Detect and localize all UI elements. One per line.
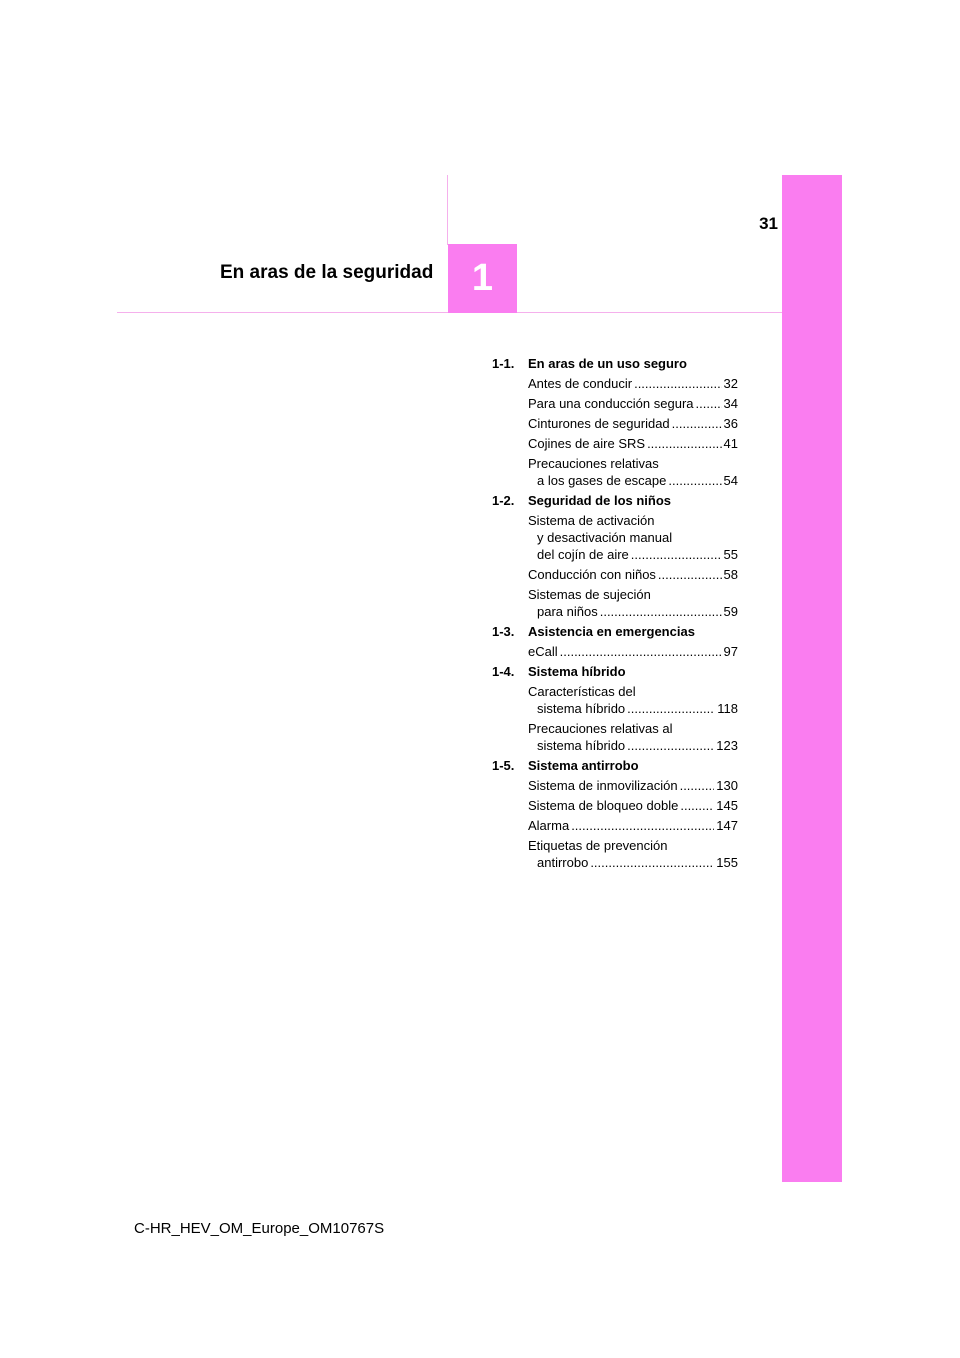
toc-entry[interactable]	[528, 683, 738, 717]
toc-entry[interactable]	[528, 797, 738, 814]
toc-entry-page: 58	[723, 567, 738, 582]
toc-entry-page: 54	[723, 473, 738, 488]
toc-entry-text: Sistema de activación	[528, 513, 655, 528]
dot-leader	[600, 603, 722, 620]
toc-entry-text: antirrobo	[537, 855, 589, 870]
toc-entry-text: Antes de conducir	[528, 376, 633, 391]
toc-entry-page: 123	[716, 738, 738, 753]
page-number: 31	[759, 214, 778, 233]
toc-entry[interactable]	[528, 435, 738, 452]
toc-entry[interactable]	[528, 512, 738, 563]
toc-entry[interactable]	[528, 375, 738, 392]
toc-entry-page: 147	[716, 818, 738, 833]
toc-section-number: 1-1.	[492, 356, 515, 371]
chapter-number: 1	[471, 257, 494, 299]
toc-section-heading[interactable]	[492, 623, 738, 640]
toc-entry-text: Cinturones de seguridad	[528, 416, 670, 431]
dot-leader	[668, 472, 721, 489]
dot-leader	[647, 435, 721, 452]
toc-section-heading[interactable]	[492, 663, 738, 680]
dot-leader	[571, 817, 714, 834]
toc-section-title: Asistencia en emergencias	[528, 624, 695, 639]
toc-entry-page: 118	[717, 701, 738, 716]
header-vertical-rule	[447, 175, 448, 245]
chapter-number-box	[448, 244, 517, 313]
toc-entry[interactable]	[528, 720, 738, 754]
toc-entry[interactable]	[528, 586, 738, 620]
toc-entry-text: a los gases de escape	[537, 473, 667, 488]
toc-entry-page: 130	[716, 778, 738, 793]
dot-leader	[590, 854, 714, 871]
toc-entry-page: 55	[723, 547, 738, 562]
dot-leader	[672, 415, 722, 432]
toc-entry-page: 32	[723, 376, 738, 391]
toc-section-title: Seguridad de los niños	[528, 493, 672, 508]
dot-leader	[696, 395, 722, 412]
toc-section-title: Sistema híbrido	[528, 664, 626, 679]
toc-section-number: 1-4.	[492, 664, 515, 679]
toc-entry[interactable]	[528, 817, 738, 834]
dot-leader	[634, 375, 721, 392]
toc-entry[interactable]	[528, 395, 738, 412]
toc-entry-text: eCall	[528, 644, 558, 659]
dot-leader	[680, 777, 715, 794]
toc-section-number: 1-5.	[492, 758, 515, 773]
toc-entry[interactable]	[528, 415, 738, 432]
toc-entry-text: Sistema de bloqueo doble	[528, 798, 679, 813]
table-of-contents	[492, 355, 738, 874]
toc-entry-page: 59	[723, 604, 738, 619]
dot-leader	[658, 566, 722, 583]
toc-section-title: En aras de un uso seguro	[528, 356, 687, 371]
toc-section-number: 1-2.	[492, 493, 515, 508]
toc-entry-text: Sistema de inmovilización	[528, 778, 678, 793]
toc-entry[interactable]	[528, 566, 738, 583]
toc-entry-text: sistema híbrido	[537, 701, 626, 716]
toc-entry-page: 36	[723, 416, 738, 431]
chapter-title: En aras de la seguridad	[220, 262, 434, 283]
toc-entry-page: 155	[716, 855, 738, 870]
toc-entry-page: 41	[723, 436, 738, 451]
dot-leader	[680, 797, 714, 814]
toc-entry-text: y desactivación manual	[537, 530, 673, 545]
toc-entry[interactable]	[528, 777, 738, 794]
toc-entry[interactable]	[528, 643, 738, 660]
dot-leader	[627, 737, 714, 754]
toc-section-title: Sistema antirrobo	[528, 758, 639, 773]
toc-entry-page: 97	[723, 644, 738, 659]
toc-section-number: 1-3.	[492, 624, 515, 639]
dot-leader	[560, 643, 722, 660]
toc-entry-text: Conducción con niños	[528, 567, 656, 582]
toc-entry-text: del cojín de aire	[537, 547, 629, 562]
toc-section-heading[interactable]	[492, 492, 738, 509]
toc-entry-text: Cojines de aire SRS	[528, 436, 646, 451]
toc-entry-text: para niños	[537, 604, 598, 619]
toc-entry[interactable]	[528, 837, 738, 871]
toc-entry-page: 34	[723, 396, 738, 411]
toc-entry-text: Para una conducción segura	[528, 396, 694, 411]
toc-entry-text: Características del	[528, 684, 636, 699]
footer-doc-id: C-HR_HEV_OM_Europe_OM10767S	[134, 1220, 385, 1237]
toc-section-heading[interactable]	[492, 355, 738, 372]
toc-entry-page: 145	[716, 798, 738, 813]
toc-entry-text: sistema híbrido	[537, 738, 626, 753]
chapter-side-tab	[782, 175, 842, 1182]
dot-leader	[627, 700, 715, 717]
toc-section-heading[interactable]	[492, 757, 738, 774]
toc-entry-text: Etiquetas de prevención	[528, 838, 668, 853]
toc-entry-text: Precauciones relativas	[528, 456, 659, 471]
toc-entry-text: Precauciones relativas al	[528, 721, 673, 736]
dot-leader	[631, 546, 722, 563]
toc-entry-text: Alarma	[528, 818, 570, 833]
toc-entry[interactable]	[528, 455, 738, 489]
toc-entry-text: Sistemas de sujeción	[528, 587, 651, 602]
